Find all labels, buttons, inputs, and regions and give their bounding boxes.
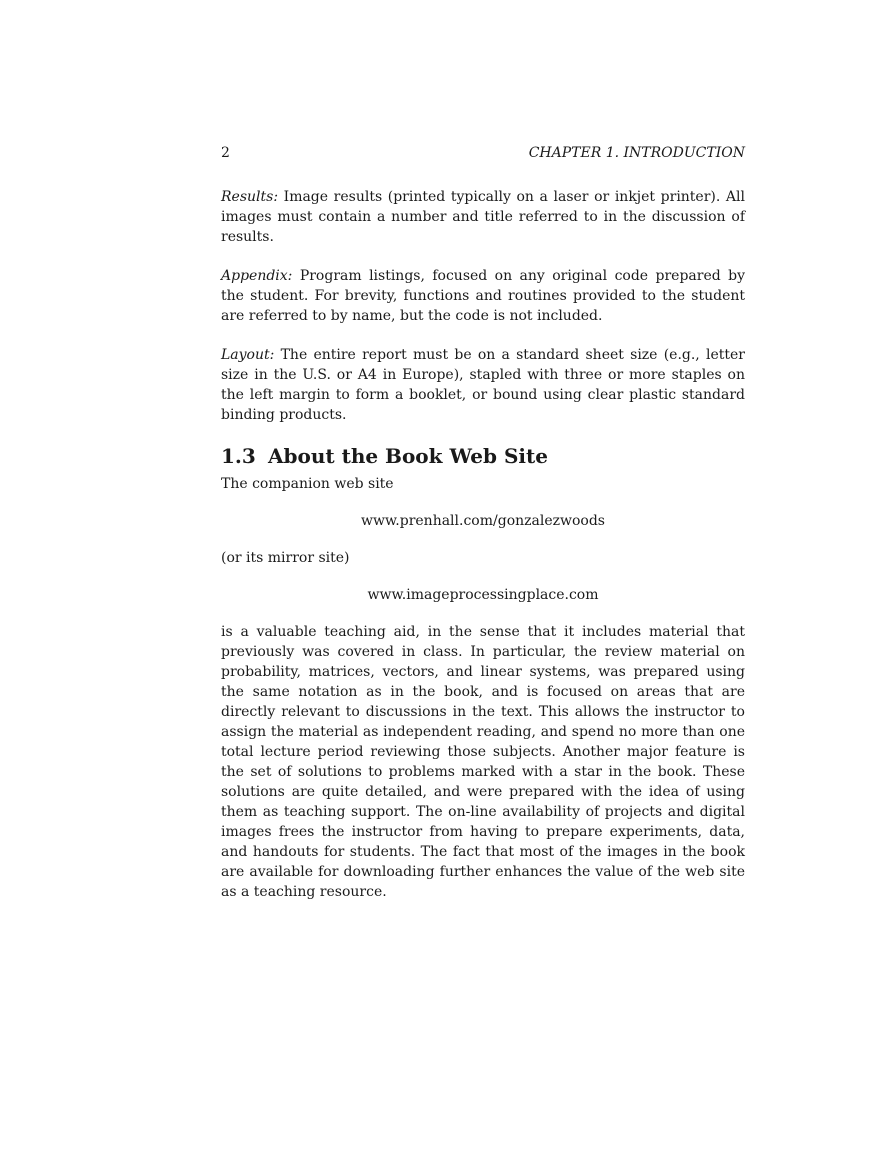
section-heading — [221, 444, 745, 468]
url-primary: www.prenhall.com/gonzalezwoods — [361, 513, 605, 529]
page-number: 2 — [221, 145, 230, 161]
running-head — [221, 143, 745, 163]
paragraph-lead: Layout: — [221, 347, 275, 363]
paragraph-lead: Results: — [221, 189, 279, 205]
paragraph-text: The entire report must be on a standard sheet size (e.g., letter size in the U.S. or A4 in Europe), stapled with three or more staples on the left margin to form a booklet, or bound using clear plastic standard binding products. — [221, 347, 745, 423]
url-mirror: www.imageprocessingplace.com — [367, 587, 599, 603]
paragraph-layout — [221, 345, 745, 425]
section-body: is a valuable teaching aid, in the sense that it includes material that previously was covered in class. In particular, the review material on probability, matrices, vectors, and linear systems, was prepared using the same notation as in the book, and is focused on areas that are directly relevant to discussions in the text. This allows the instructor to assign the material as independent reading, and spend no more than one total lecture period reviewing those subjects. Another major feature is the set of solutions to problems marked with a star in the book. These solutions are quite detailed, and were prepared with the idea of using them as teaching support. The on-line availability of projects and digital images frees the instructor from having to prepare experiments, data, and handouts for students. The fact that most of the images in the book are available for downloading further enhances the value of the web site as a teaching resource. — [221, 624, 745, 900]
paragraph-text: Image results (printed typically on a laser or inkjet printer). All images must contain a number and title referred to in the discussion of results. — [221, 189, 745, 245]
section-number: 1.3 — [221, 444, 256, 468]
mirror-note: (or its mirror site) — [221, 550, 350, 566]
section-intro: The companion web site — [221, 476, 394, 492]
document-page — [221, 143, 745, 902]
paragraph-lead: Appendix: — [221, 268, 293, 284]
paragraph-appendix — [221, 266, 745, 326]
paragraph-results — [221, 187, 745, 247]
chapter-title: CHAPTER 1. INTRODUCTION — [528, 145, 745, 161]
paragraph-text: Program listings, focused on any original code prepared by the student. For brevity, functions and routines provided to the student are referred to by name, but the code is not included. — [221, 268, 745, 324]
section-title: About the Book Web Site — [268, 444, 548, 468]
